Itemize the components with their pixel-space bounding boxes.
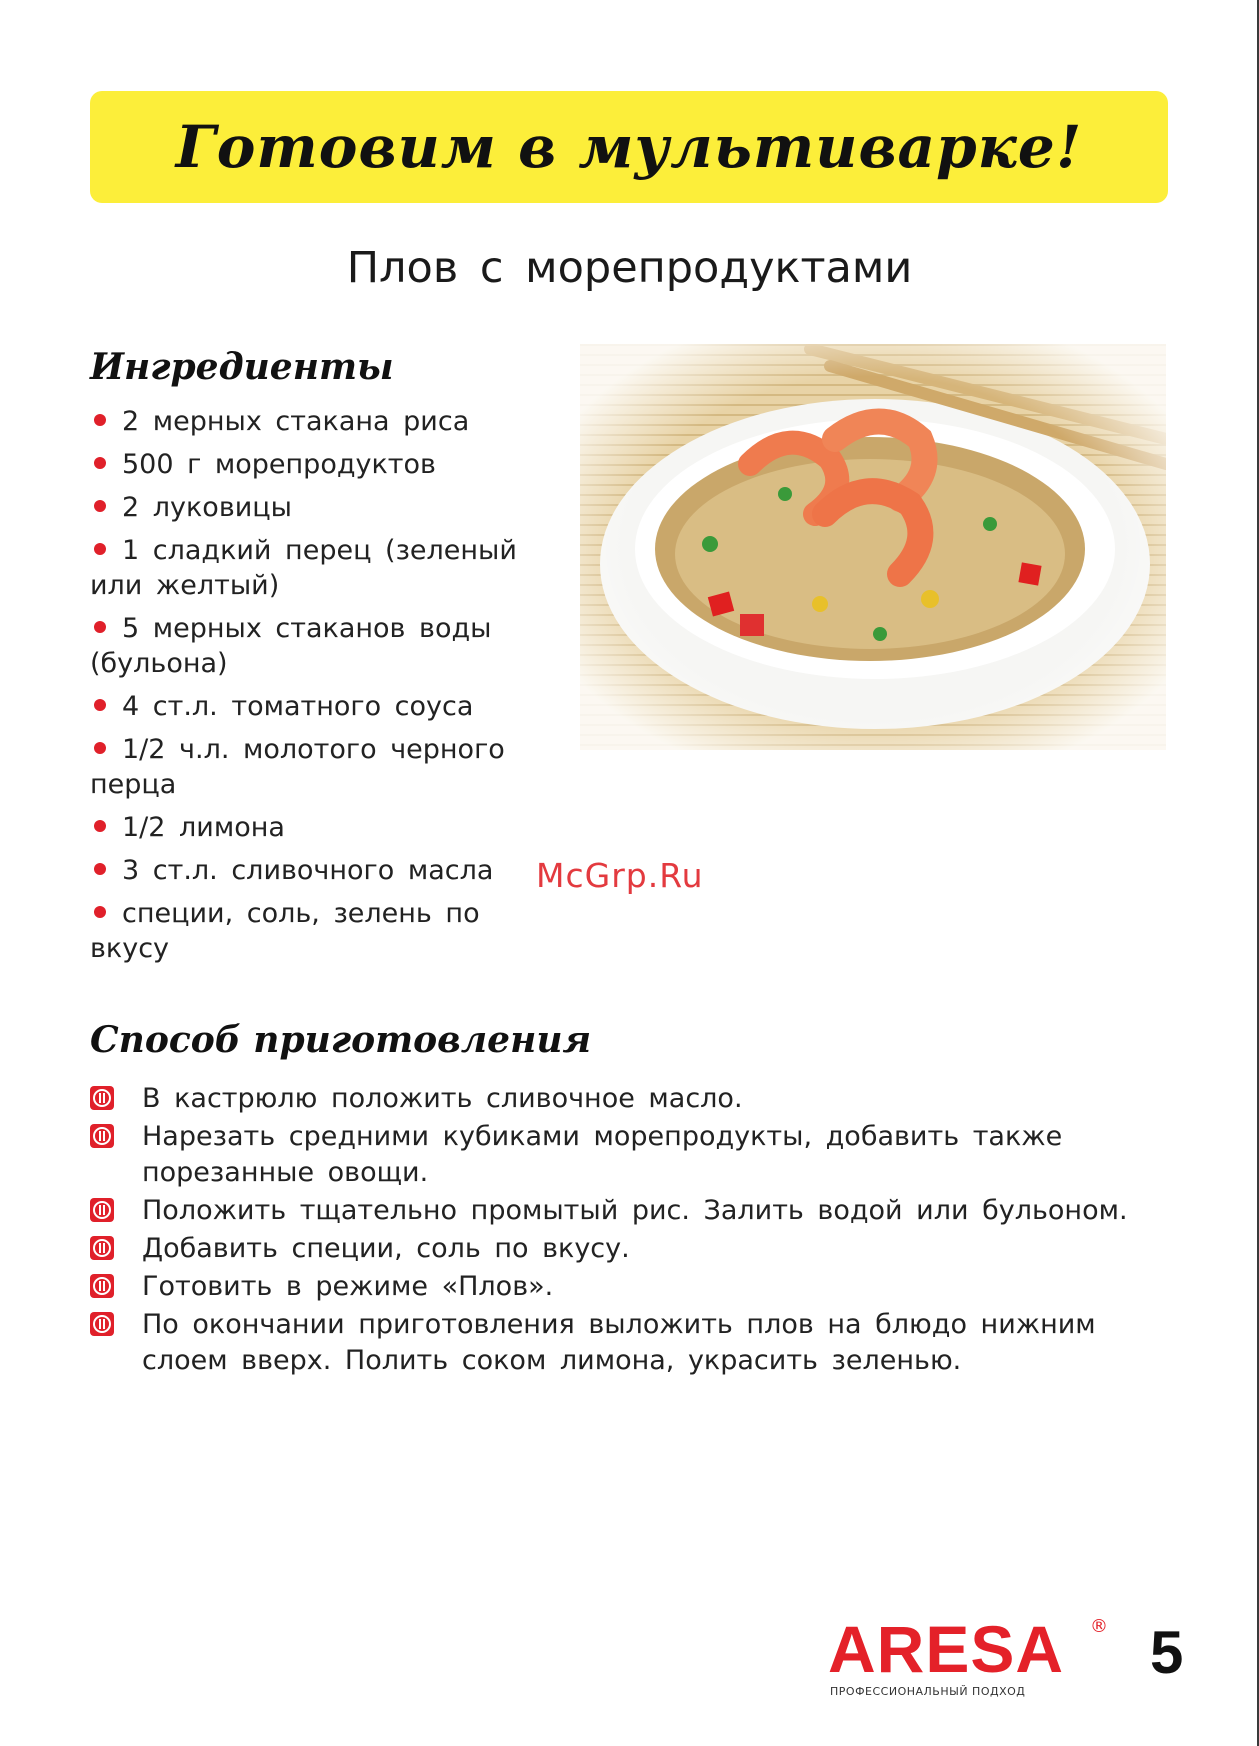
list-item: 4 ст.л. томатного соуса [90, 689, 522, 724]
bullet-icon [94, 414, 106, 426]
fork-knife-icon [90, 1086, 114, 1110]
banner-title: Готовим в мультиварке! [175, 113, 1083, 181]
ingredients-heading: Ингредиенты [90, 346, 394, 388]
list-item: 3 ст.л. сливочного масла [90, 853, 522, 888]
title-banner [90, 91, 1168, 203]
list-item: 2 мерных стакана риса [90, 404, 522, 439]
list-item: Положить тщательно промытый рис. Залить водой или бульоном. [90, 1193, 1180, 1229]
bullet-icon [94, 906, 106, 918]
registered-mark: ® [1090, 1616, 1108, 1637]
logo-tagline: ПРОФЕССИОНАЛЬНЫЙ ПОДХОД [830, 1685, 1026, 1698]
bullet-icon [94, 543, 106, 555]
list-item: 5 мерных стаканов воды (бульона) [90, 613, 492, 679]
page-number: 5 [1150, 1619, 1184, 1686]
list-item: 2 луковицы [90, 490, 522, 525]
watermark: McGrp.Ru [536, 856, 704, 895]
list-item: По окончании приготовления выложить плов на блюдо нижним слоем вверх. Полить соком лимона, украсить зеленью. [90, 1307, 1180, 1379]
list-item: Добавить специи, соль по вкусу. [90, 1231, 1180, 1267]
ingredients-list [90, 404, 522, 974]
recipe-title: Плов с морепродуктами [346, 243, 913, 293]
bullet-icon [94, 500, 106, 512]
fork-knife-icon [90, 1124, 114, 1148]
list-item: 1 сладкий перец (зеленый или желтый) [90, 535, 517, 601]
bullet-icon [94, 820, 106, 832]
bullet-icon [94, 742, 106, 754]
aresa-logo: ARESA [828, 1612, 1065, 1686]
fork-knife-icon [90, 1198, 114, 1222]
list-item: В кастрюлю положить сливочное масло. [90, 1081, 1180, 1117]
list-item: 500 г морепродуктов [90, 447, 522, 482]
bullet-icon [94, 699, 106, 711]
bullet-icon [94, 457, 106, 469]
bullet-icon [94, 863, 106, 875]
list-item: Готовить в режиме «Плов». [90, 1269, 1180, 1305]
list-item: 1/2 лимона [90, 810, 522, 845]
bullet-icon [94, 621, 106, 633]
list-item: специи, соль, зелень по вкусу [90, 898, 480, 964]
fork-knife-icon [90, 1274, 114, 1298]
dish-photo-illustration [580, 344, 1166, 750]
method-heading: Способ приготовления [90, 1019, 592, 1061]
fork-knife-icon [90, 1312, 114, 1336]
method-steps [90, 1081, 1180, 1381]
fork-knife-icon [90, 1236, 114, 1260]
list-item: Нарезать средними кубиками морепродукты, добавить также порезанные овощи. [90, 1119, 1180, 1191]
dish-photo [580, 344, 1166, 750]
list-item: 1/2 ч.л. молотого черного перца [90, 734, 505, 800]
